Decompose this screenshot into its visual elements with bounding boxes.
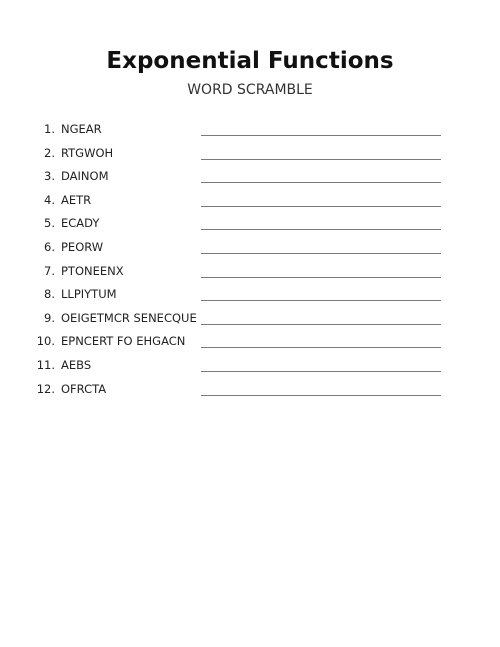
list-item (0, 118, 500, 142)
scrambled-word: RTGWOH (61, 145, 114, 160)
list-item (0, 142, 500, 166)
answer-line[interactable] (201, 395, 441, 396)
answer-line[interactable] (201, 324, 441, 325)
item-number: 6. (44, 239, 55, 254)
list-item (0, 307, 500, 331)
list-item (0, 212, 500, 236)
answer-line[interactable] (201, 253, 441, 254)
item-number: 9. (44, 310, 55, 325)
list-item (0, 378, 500, 402)
list-item (0, 260, 500, 284)
answer-line[interactable] (201, 182, 441, 183)
scrambled-word: PEORW (61, 239, 104, 254)
item-number: 10. (36, 334, 55, 349)
page-title: Exponential Functions (106, 48, 394, 74)
item-number: 3. (44, 169, 55, 184)
scrambled-word: LLPIYTUM (61, 287, 117, 302)
scrambled-word: OEIGETMCR SENECQUE (61, 310, 197, 325)
answer-line[interactable] (201, 300, 441, 301)
item-number: 1. (44, 122, 55, 136)
list-item (0, 330, 500, 354)
item-number: 8. (44, 287, 55, 302)
answer-line[interactable] (201, 371, 441, 372)
scrambled-word: DAINOM (61, 169, 109, 184)
answer-line[interactable] (201, 347, 441, 348)
list-item (0, 236, 500, 260)
item-number: 11. (36, 357, 55, 372)
scrambled-word: PTONEENX (61, 263, 124, 278)
answer-line[interactable] (201, 277, 441, 278)
list-item (0, 283, 500, 307)
item-number: 7. (44, 263, 55, 278)
scrambled-word: ECADY (61, 216, 100, 231)
scramble-list (0, 118, 500, 401)
answer-line[interactable] (201, 206, 441, 207)
list-item (0, 354, 500, 378)
answer-line[interactable] (201, 135, 441, 136)
answer-line[interactable] (201, 159, 441, 160)
scrambled-word: EPNCERT FO EHGACN (61, 334, 186, 349)
item-number: 2. (44, 145, 55, 160)
page-subtitle: WORD SCRAMBLE (187, 82, 313, 98)
scrambled-word: OFRCTA (61, 381, 107, 396)
answer-line[interactable] (201, 229, 441, 230)
list-item (0, 189, 500, 213)
list-item (0, 165, 500, 189)
item-number: 4. (44, 192, 55, 207)
item-number: 5. (44, 216, 55, 231)
item-number: 12. (36, 381, 55, 396)
scrambled-word: AETR (61, 192, 92, 207)
scrambled-word: AEBS (61, 357, 92, 372)
scrambled-word: NGEAR (61, 122, 102, 136)
